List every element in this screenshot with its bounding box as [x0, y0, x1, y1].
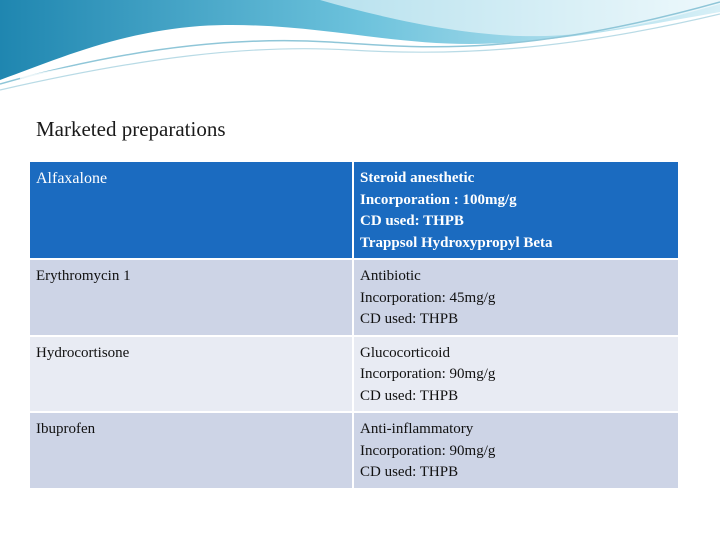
decorative-wave-banner: [0, 0, 720, 95]
table-row: [30, 260, 678, 337]
detail-line: Trappsol Hydroxypropyl Beta: [360, 234, 553, 251]
detail-line: CD used: THPB: [360, 311, 459, 327]
page-title: Marketed preparations: [36, 117, 226, 141]
detail-line: CD used: THPB: [360, 213, 464, 229]
detail-line: Incorporation: 90mg/g: [360, 366, 496, 382]
detail-line: Incorporation: 90mg/g: [360, 442, 496, 459]
table-row: [30, 337, 678, 414]
table-row: [30, 413, 678, 490]
drug-cell: Alfaxalone: [30, 162, 354, 260]
detail-line: Steroid anesthetic: [360, 170, 475, 186]
detail-line: Incorporation : 100mg/g: [360, 191, 517, 208]
table-header-row: [30, 162, 678, 260]
drug-cell: Hydrocortisone: [30, 337, 354, 414]
details-cell: [354, 260, 678, 337]
detail-line: CD used: THPB: [360, 464, 459, 480]
drug-cell: Erythromycin 1: [30, 260, 354, 337]
detail-line: CD used: THPB: [360, 387, 459, 404]
detail-line: Antibiotic: [360, 268, 421, 284]
details-cell: [354, 337, 678, 414]
detail-line: Glucocorticoid: [360, 344, 450, 361]
preparations-table: [30, 162, 678, 490]
detail-line: Anti-inflammatory: [360, 421, 474, 437]
details-cell: [354, 162, 678, 260]
drug-cell: Ibuprofen: [30, 413, 354, 490]
details-cell: [354, 413, 678, 490]
detail-line: Incorporation: 45mg/g: [360, 289, 496, 306]
